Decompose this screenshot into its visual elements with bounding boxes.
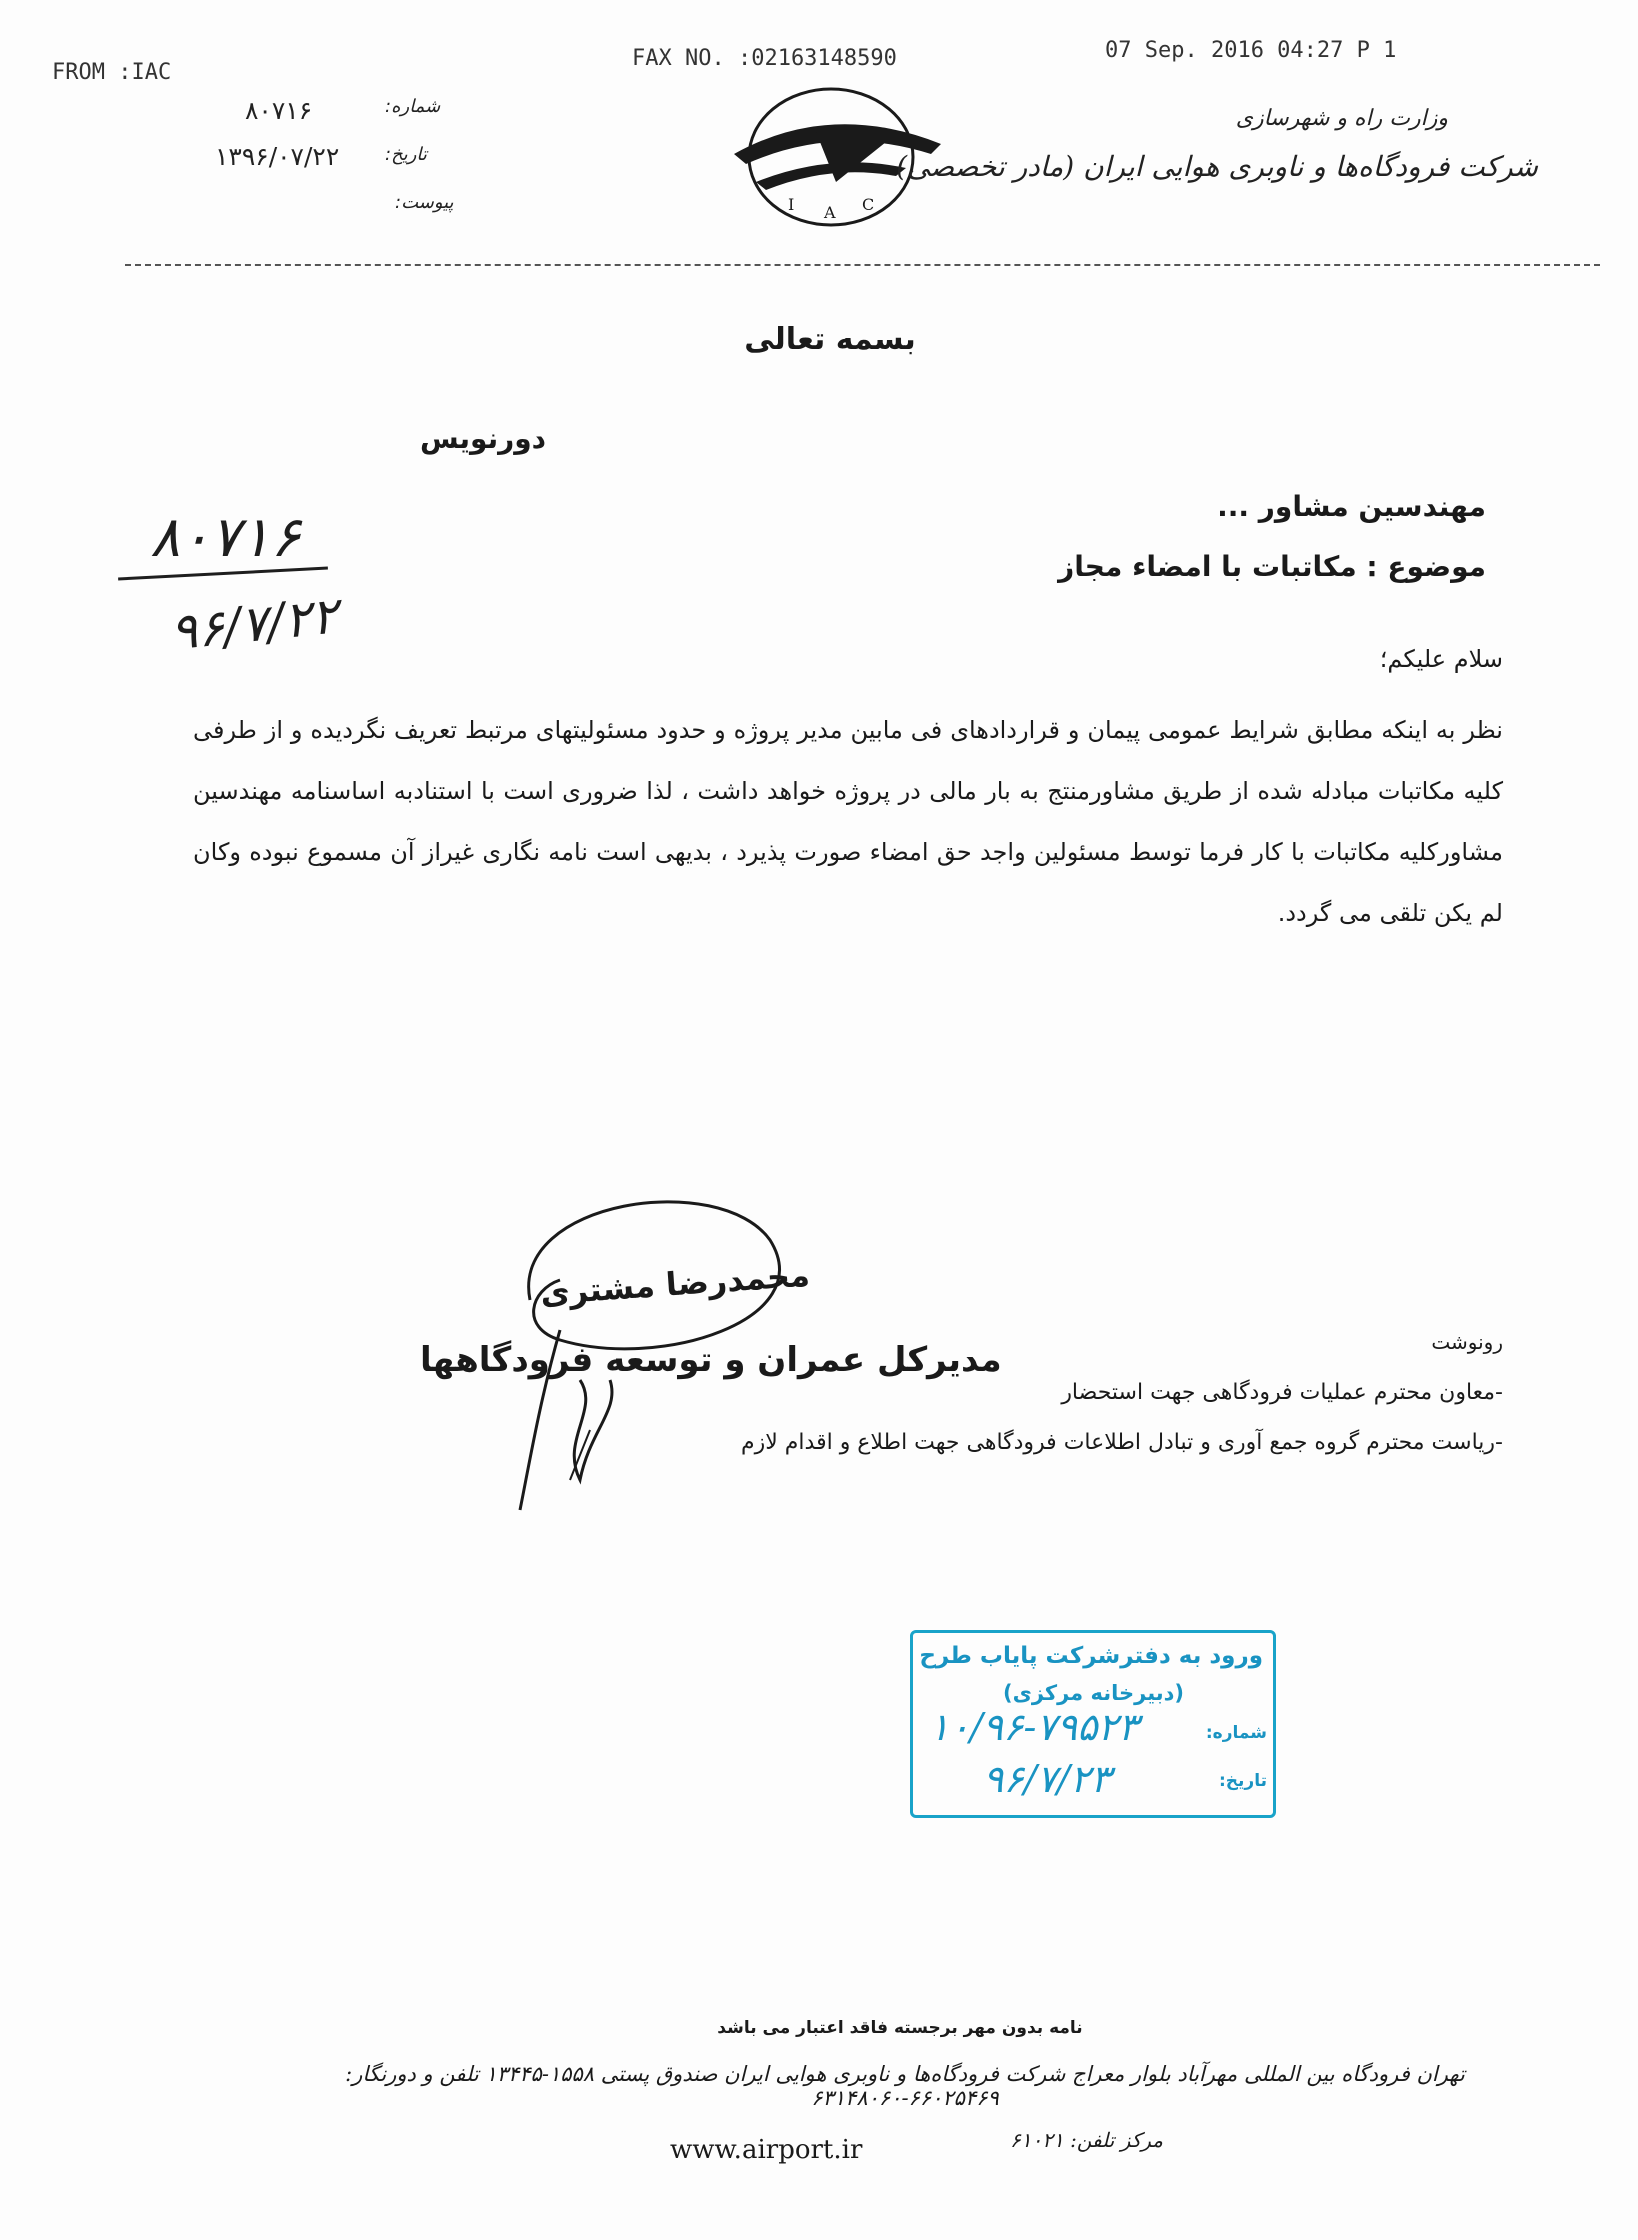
footer-address: تهران فرودگاه بین المللی مهرآباد بلوار معراج شرکت فرودگاه‌ها و ناوبری هوایی ایران صندوق پستی ۱۵۵۸-۱۳۴۴۵ تلفن و دورنگار: ۶۶۰۲۵۴۶۹-۶۳۱۴۸۰۶۰ <box>345 2062 1465 2110</box>
footer-website: www.airport.ir <box>670 2135 863 2165</box>
fax-from: FROM :IAC <box>52 60 172 85</box>
cc-line: -معاون محترم عملیات فرودگاهی جهت استحضار <box>1061 1380 1503 1405</box>
header-divider <box>125 264 1600 266</box>
receipt-stamp <box>910 1630 1276 1818</box>
logo-letter-a: A <box>824 203 836 222</box>
date-value: ۱۳۹۶/۰۷/۲۲ <box>215 142 340 171</box>
letter-body: نظر به اینکه مطابق شرایط عمومی پیمان و قراردادهای فی مابین مدیر پروژه و حدود مسئولیتهای مرتبط تعریف نگردیده و از طرفی کلیه مکاتبات مبادله شده از طریق مشاورمنتج به بار مالی در پروژه خواهد داشت ، لذا ضروری است با استنادبه اساسنامه مهندسین مشاورکلیه مکاتبات با کار فرما توسط مسئولین واجد حق امضاء صورت پذیرد ، بدیهی است نامه نگاری غیراز آن مسموع نبوده وکان لم یکن تلقی می گردد. <box>193 716 1503 927</box>
stamp-title: ورود به دفترشرکت پایاب طرح <box>919 1643 1263 1669</box>
logo-letter-c: C <box>862 195 875 214</box>
stamp-subtitle: (دبیرخانه مرکزی) <box>1003 1681 1185 1705</box>
stamp-date-label: تاریخ: <box>1219 1771 1267 1791</box>
fax-datetime: 07 Sep. 2016 04:27 P 1 <box>1105 38 1397 63</box>
number-label: شماره: <box>385 96 441 117</box>
attachment-label: پیوست: <box>395 192 454 213</box>
stamp-number-label: شماره: <box>1205 1723 1267 1743</box>
stamp-number-value: ۱۰/۹۶-۷۹۵۲۳ <box>929 1705 1139 1749</box>
cc-label: رونوشت <box>1431 1330 1503 1354</box>
subject-line: موضوع : مکاتبات با امضاء مجاز <box>1058 550 1486 583</box>
copy-type-label: دورنویس <box>419 422 546 455</box>
number-value: ۸۰۷۱۶ <box>245 96 313 125</box>
logo-letter-i: I <box>788 195 795 214</box>
handwritten-number: ۸۰۷۱۶ <box>150 505 301 570</box>
date-label: تاریخ: <box>385 144 427 165</box>
signer-name: محمدرضا مشتری <box>539 1255 811 1313</box>
recipient: مهندسین مشاور ... <box>1217 490 1486 523</box>
cc-line: -ریاست محترم گروه جمع آوری و تبادل اطلاعات فرودگاهی جهت اطلاع و اقدام لازم <box>741 1430 1503 1455</box>
footer-validity-note: نامه بدون مهر برجسته فاقد اعتبار می باشد <box>717 2018 1083 2038</box>
footer-center-phone: مرکز تلفن: ۶۱۰۲۱ <box>1010 2128 1164 2152</box>
stamp-date-value: ۹۶/۷/۲۳ <box>983 1757 1111 1801</box>
handwritten-date: ۹۶/۷/۲۲ <box>167 586 341 662</box>
ministry-name: وزارت راه و شهرسازی <box>1235 106 1448 131</box>
greeting: سلام علیکم؛ <box>1379 645 1503 673</box>
company-name: شرکت فرودگاه‌ها و ناوبری هوایی ایران (مادر تخصصی) <box>896 150 1538 183</box>
fax-number: FAX NO. :02163148590 <box>632 46 897 71</box>
bismillah: بسمه تعالی <box>744 322 916 357</box>
signer-title: مدیرکل عمران و توسعه فرودگاهها <box>420 1340 1002 1380</box>
